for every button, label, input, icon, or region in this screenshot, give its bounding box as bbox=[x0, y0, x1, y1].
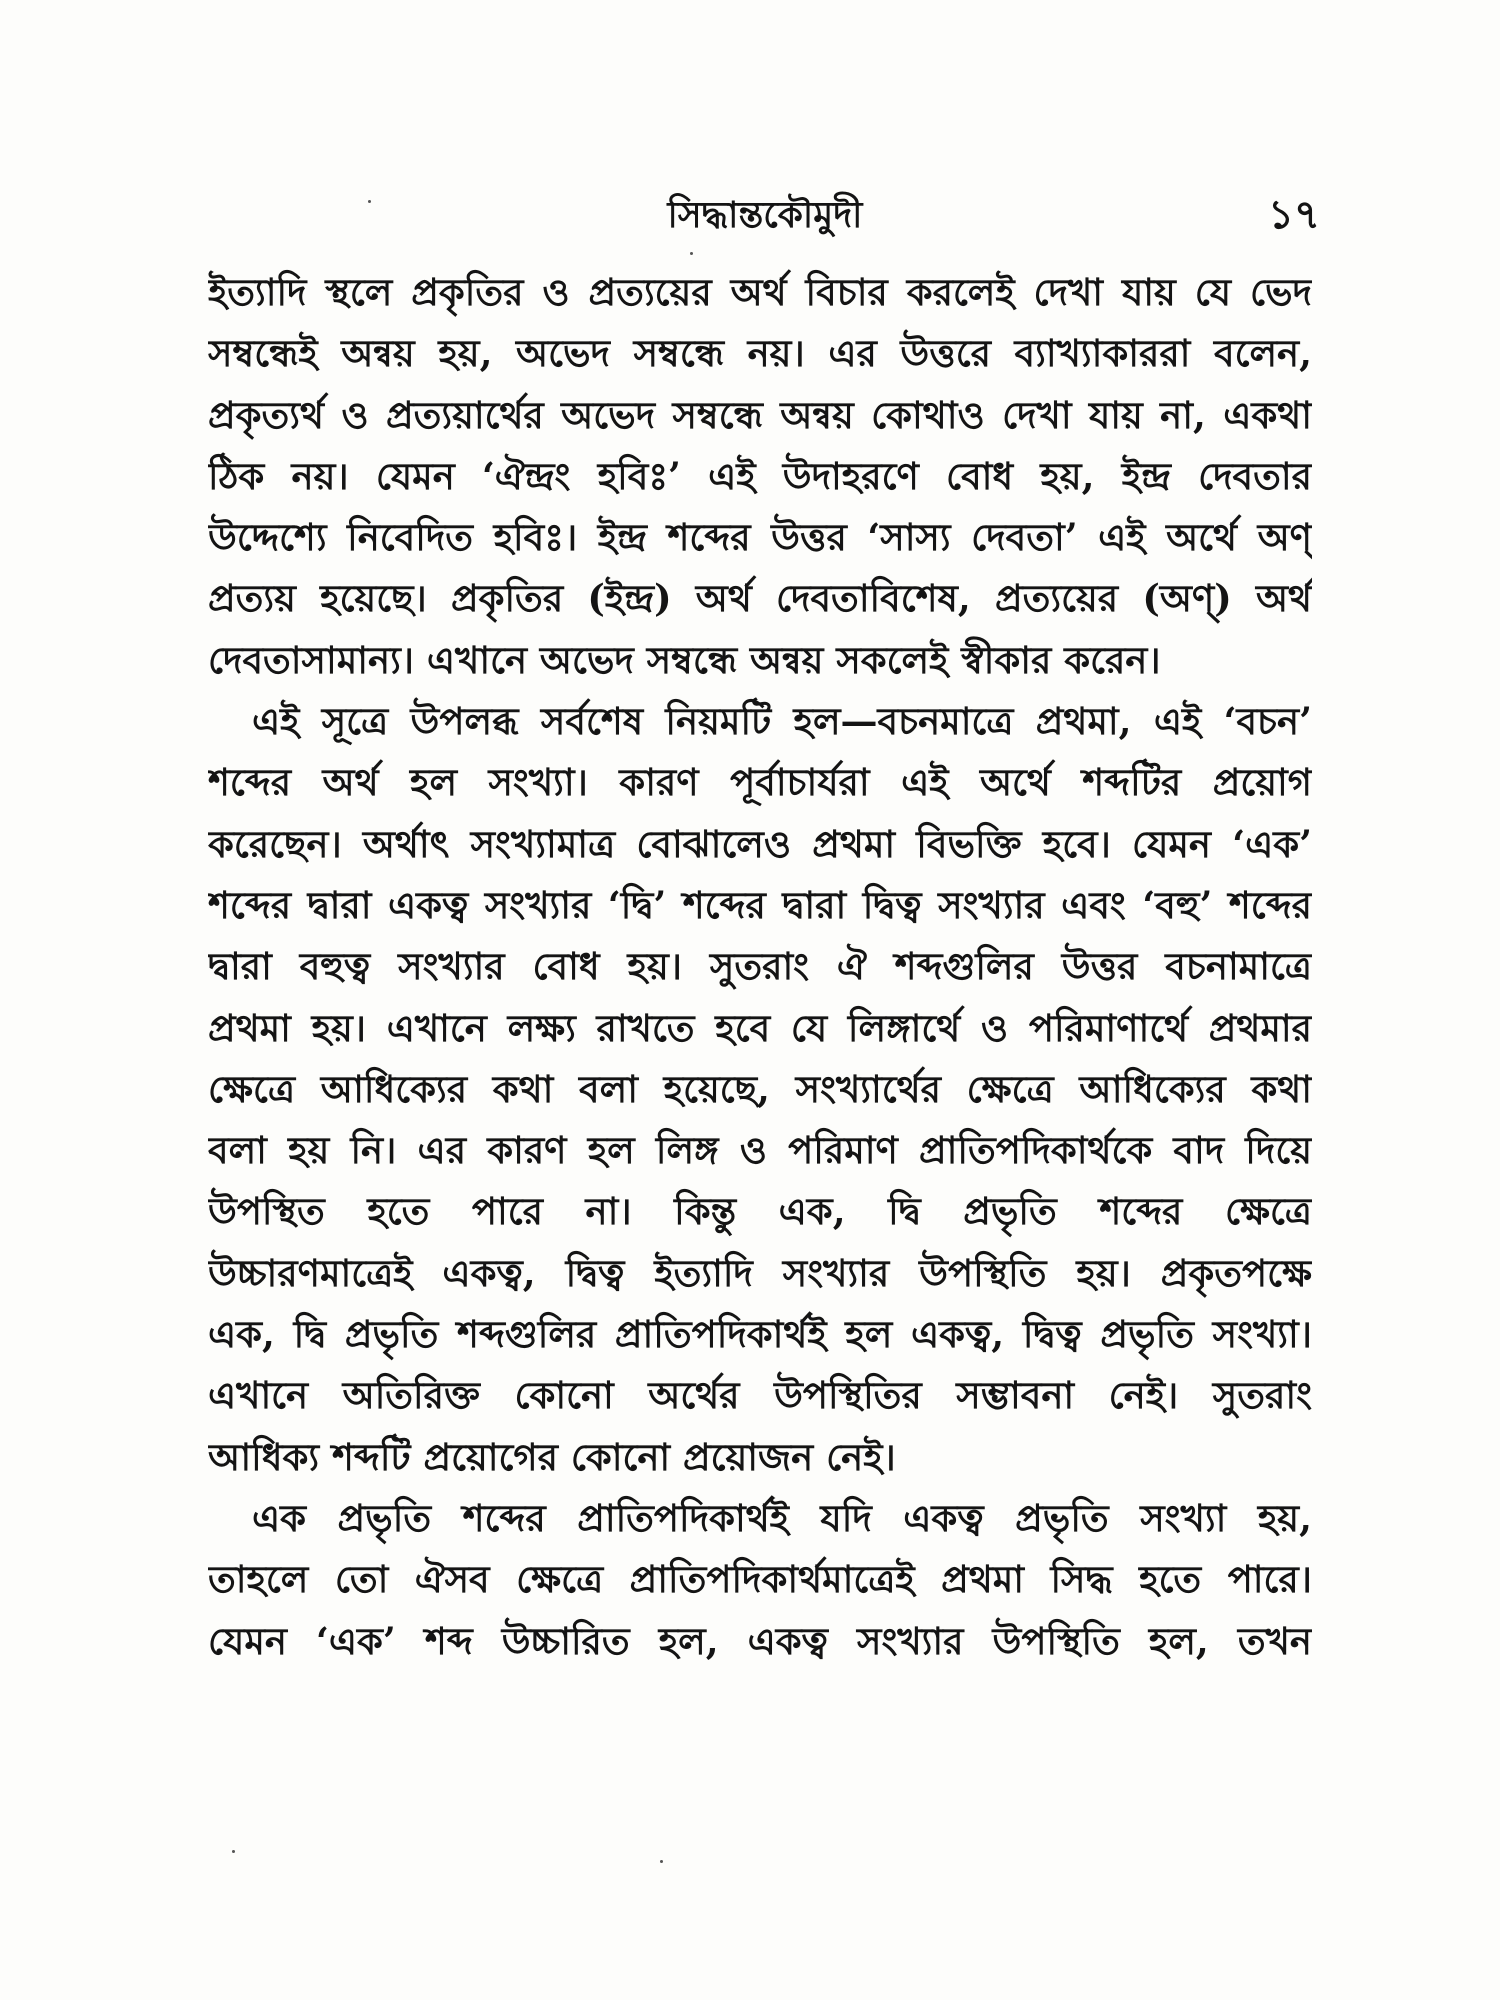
text-line: করেছেন। অর্থাৎ সংখ্যামাত্র বোঝালেও প্রথমা বিভক্তি হবে। যেমন ‘এক’ bbox=[208, 821, 1312, 866]
text-line: উদ্দেশ্যে নিবেদিত হবিঃ। ইন্দ্র শব্দের উত্তর ‘সাস্য দেবতা’ এই অর্থে অণ্ bbox=[208, 515, 1312, 560]
text-line: প্রথমা হয়। এখানে লক্ষ্য রাখতে হবে যে লিঙ্গার্থে ও পরিমাণার্থে প্রথমার bbox=[208, 1005, 1312, 1050]
print-speck bbox=[232, 1850, 235, 1853]
text-line: তাহলে তো ঐসব ক্ষেত্রে প্রাতিপদিকার্থমাত্রেই প্রথমা সিদ্ধ হতে পারে। bbox=[208, 1557, 1312, 1602]
text-line: প্রকৃত্যর্থ ও প্রত্যয়ার্থের অভেদ সম্বন্ধে অন্বয় কোথাও দেখা যায় না, একথা bbox=[208, 392, 1312, 437]
paragraph-1 bbox=[208, 262, 1312, 691]
text-line: এই সূত্রে উপলব্ধ সর্বশেষ নিয়মটি হল—বচনমাত্রে প্রথমা, এই ‘বচন’ bbox=[252, 699, 1312, 744]
text-line: দ্বারা বহুত্ব সংখ্যার বোধ হয়। সুতরাং ঐ শব্দগুলির উত্তর বচনামাত্রে bbox=[208, 944, 1312, 989]
text-line: সম্বন্ধেই অন্বয় হয়, অভেদ সম্বন্ধে নয়। এর উত্তরে ব্যাখ্যাকাররা বলেন, bbox=[208, 331, 1312, 376]
text-line: বলা হয় নি। এর কারণ হল লিঙ্গ ও পরিমাণ প্রাতিপদিকার্থকে বাদ দিয়ে bbox=[208, 1128, 1312, 1173]
running-title: সিদ্ধান্তকৌমুদী bbox=[667, 194, 863, 236]
print-speck bbox=[690, 252, 693, 255]
running-header bbox=[210, 185, 1320, 245]
paragraph-3 bbox=[208, 1488, 1312, 1672]
text-line: প্রত্যয় হয়েছে। প্রকৃতির (ইন্দ্র) অর্থ দেবতাবিশেষ, প্রত্যয়ের (অণ্) অর্থ bbox=[208, 576, 1312, 621]
text-line: যেমন ‘এক’ শব্দ উচ্চারিত হল, একত্ব সংখ্যার উপস্থিতি হল, তখন bbox=[208, 1618, 1312, 1663]
text-line: এক প্রভৃতি শব্দের প্রাতিপদিকার্থই যদি একত্ব প্রভৃতি সংখ্যা হয়, bbox=[252, 1495, 1312, 1540]
text-line: উচ্চারণমাত্রেই একত্ব, দ্বিত্ব ইত্যাদি সংখ্যার উপস্থিতি হয়। প্রকৃতপক্ষে bbox=[208, 1250, 1312, 1295]
text-line: ক্ষেত্রে আধিক্যের কথা বলা হয়েছে, সংখ্যার্থের ক্ষেত্রে আধিক্যের কথা bbox=[208, 1066, 1312, 1111]
text-line: ঠিক নয়। যেমন ‘ঐন্দ্রং হবিঃ’ এই উদাহরণে বোধ হয়, ইন্দ্র দেবতার bbox=[208, 453, 1312, 498]
text-line: ইত্যাদি স্থলে প্রকৃতির ও প্রত্যয়ের অর্থ বিচার করলেই দেখা যায় যে ভেদ bbox=[208, 270, 1312, 314]
print-speck bbox=[660, 1860, 663, 1863]
paragraph-2 bbox=[208, 691, 1312, 1488]
text-line: দেবতাসামান্য। এখানে অভেদ সম্বন্ধে অন্বয় সকলেই স্বীকার করেন। bbox=[208, 637, 1161, 682]
text-line: শব্দের অর্থ হল সংখ্যা। কারণ পূর্বাচার্যরা এই অর্থে শব্দটির প্রয়োগ bbox=[208, 760, 1312, 805]
text-line: আধিক্য শব্দটি প্রয়োগের কোনো প্রয়োজন নেই। bbox=[208, 1434, 896, 1479]
text-line: এক, দ্বি প্রভৃতি শব্দগুলির প্রাতিপদিকার্থই হল একত্ব, দ্বিত্ব প্রভৃতি সংখ্যা। bbox=[208, 1312, 1312, 1357]
page-number: ১৭ bbox=[1268, 191, 1320, 238]
body-text bbox=[208, 262, 1312, 1672]
text-line: শব্দের দ্বারা একত্ব সংখ্যার ‘দ্বি’ শব্দের দ্বারা দ্বিত্ব সংখ্যার এবং ‘বহু’ শব্দের bbox=[208, 882, 1312, 927]
text-line: এখানে অতিরিক্ত কোনো অর্থের উপস্থিতির সম্ভাবনা নেই। সুতরাং bbox=[208, 1373, 1312, 1418]
text-line: উপস্থিত হতে পারে না। কিন্তু এক, দ্বি প্রভৃতি শব্দের ক্ষেত্রে bbox=[208, 1189, 1312, 1234]
